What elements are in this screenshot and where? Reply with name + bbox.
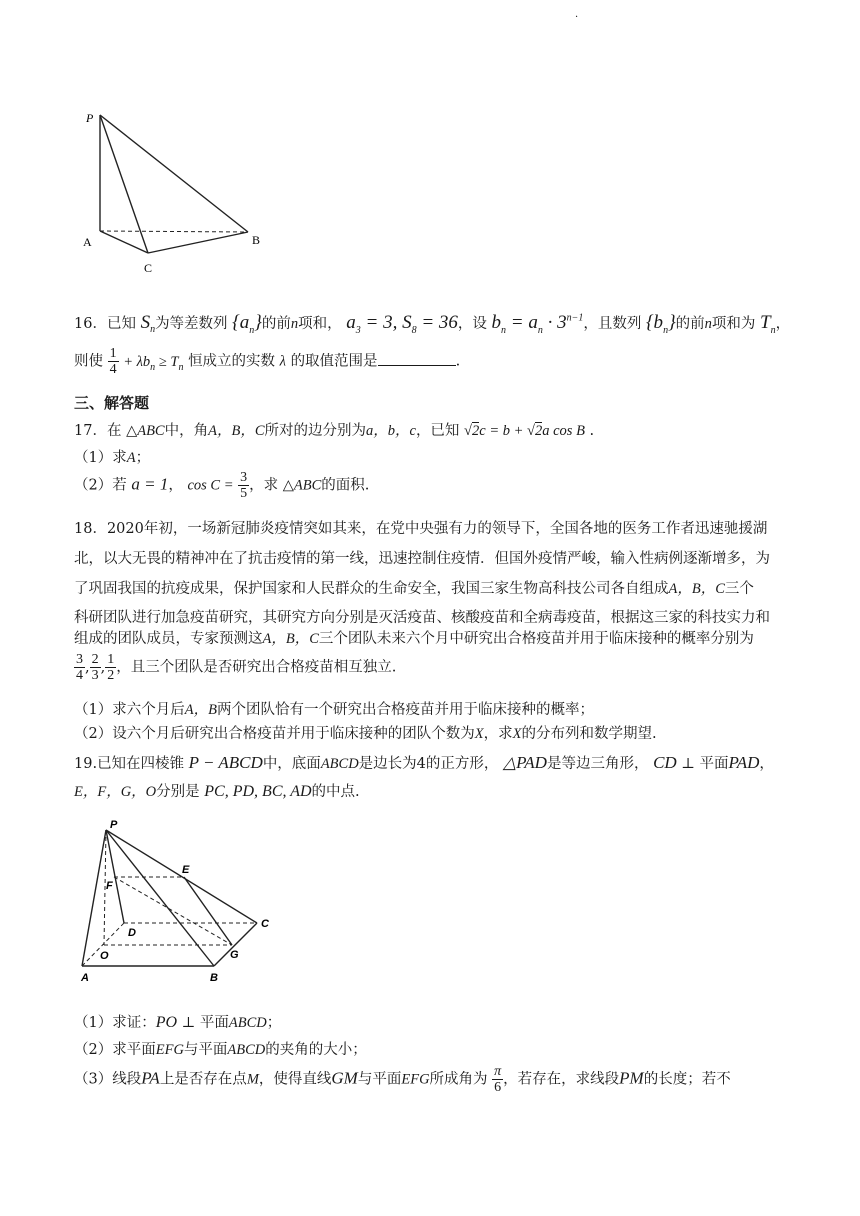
question-19-sub-3: （3）线段PA上是否存在点M，使得直线GM与平面EFG所成角为 $\frac{\pi}{6}$ ，若存在，求线段PM的长度；若不 xyxy=(74,1064,731,1095)
pyramid-figure xyxy=(74,815,294,990)
question-17-sub-2: （2）若 a = 1， cos C = $\frac{3}{5}$ ，求 △ABC的面积. xyxy=(74,470,370,501)
label-a2: A xyxy=(81,972,89,984)
question-18-line-2: 北，以大无畏的精神冲在了抗击疫情的第一线，迅速控制住疫情．但国外疫情严峻，输入性病例逐渐增多，为 xyxy=(74,551,770,567)
question-18-sub-2: （2）设六个月后研究出合格疫苗并用于临床接种的团队个数为X，求X的分布列和数学期望. xyxy=(74,726,657,742)
header-mark: · xyxy=(575,12,579,23)
label-b: B xyxy=(252,233,261,247)
answer-blank[interactable] xyxy=(378,353,456,366)
label-b2: B xyxy=(210,972,218,984)
question-16-line-1: 16．已知 $S_n$为等差数列 $\{a_n\}$的前n项和， $a_3 = 3$, $S_8 = 36$，设 $b_n = a_n \cdot 3^{n-1}$，且数列 $\{b_n\}$的前n项和为 $T_n$， xyxy=(74,312,791,336)
question-19-line-2: E，F，G，O分别是 PC, PD, BC, AD的中点. xyxy=(74,783,360,800)
section-title: 三、解答题 xyxy=(74,394,150,412)
question-16-line-2: 则使 $\frac{1}{4}$ + $\lambda b_n \ge T_n$ 恒成立的实数 λ 的取值范围是 . xyxy=(74,346,461,377)
label-f: F xyxy=(106,880,113,892)
label-c2: C xyxy=(261,918,269,930)
question-18-line-6: $\frac{3}{4}$ , $\frac{2}{3}$ , $\frac{1}{2}$ ，且三个团队是否研究出合格疫苗相互独立. xyxy=(76,652,397,683)
label-d: D xyxy=(128,927,136,939)
label-p: P xyxy=(86,111,94,125)
label-p2: P xyxy=(110,819,118,831)
tetrahedron-figure xyxy=(80,105,280,280)
question-18-line-3: 了巩固我国的抗疫成果，保护国家和人民群众的生命安全，我国三家生物高科技公司各自组成A，B，C三个 xyxy=(74,581,754,597)
label-o: O xyxy=(100,950,109,962)
question-18-line-5: 组成的团队成员，专家预测这A，B，C三个团队未来六个月中研究出合格疫苗并用于临床接种的概率分别为 xyxy=(74,631,754,647)
label-g: G xyxy=(230,949,239,961)
label-e: E xyxy=(182,864,190,876)
question-17-sub-1: （1）求A； xyxy=(74,450,151,466)
question-18-line-4: 科研团队进行加急疫苗研究，其研究方向分别是灭活疫苗、核酸疫苗和全病毒疫苗，根据这三家的科技实力和 xyxy=(74,610,770,626)
question-19-sub-2: （2）求平面EFG与平面ABCD的夹角的大小； xyxy=(74,1042,367,1058)
question-19-line-1: 19.已知在四棱锥 P − ABCD中，底面ABCD是边长为4的正方形， △PAD是等边三角形， CD ⊥ 平面PAD， xyxy=(74,753,774,772)
question-19-sub-1: （1）求证：PO ⊥ 平面ABCD； xyxy=(74,1014,282,1031)
label-a: A xyxy=(83,235,92,249)
question-18-line-1: 18．2020年初，一场新冠肺炎疫情突如其来，在党中央强有力的领导下，全国各地的医务工作者迅速驰援湖 xyxy=(74,521,768,537)
question-18-sub-1: （1）求六个月后A，B两个团队恰有一个研究出合格疫苗并用于临床接种的概率； xyxy=(74,702,594,718)
label-c: C xyxy=(144,261,153,275)
question-17-line-1: 17．在 △ABC中，角A，B，C所对的边分别为a，b，c，已知 √2c = b + √2a cos B . xyxy=(74,423,595,439)
